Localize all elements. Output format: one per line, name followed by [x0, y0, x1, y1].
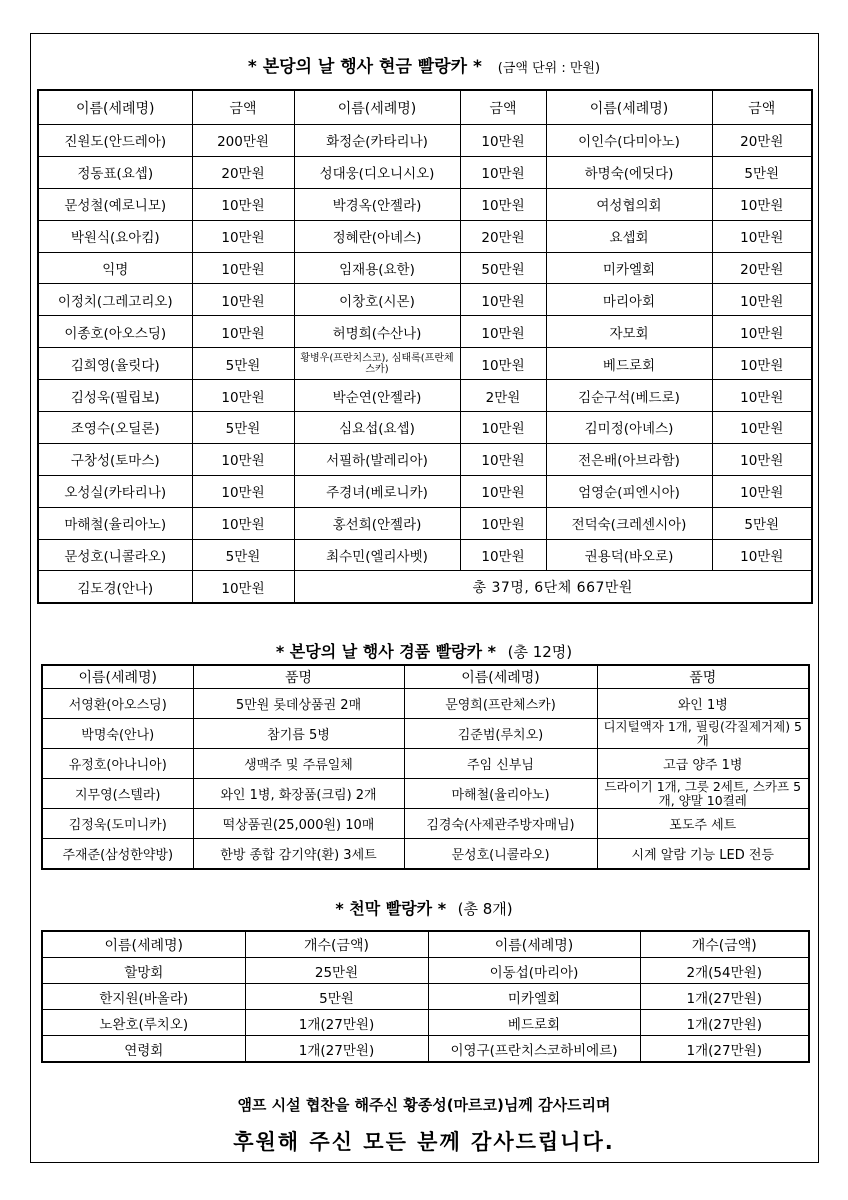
gift-name-cell: 주재준(삼성한약방): [42, 839, 193, 870]
cash-header-amount: 금액: [460, 90, 546, 125]
cash-amount-cell: 10만원: [192, 475, 294, 507]
cash-amount-cell: 10만원: [712, 188, 812, 220]
cash-name-cell: 구창성(토마스): [38, 443, 192, 475]
cash-name-cell: 박순연(안젤라): [294, 380, 460, 412]
gift-item-cell: 와인 1병: [597, 689, 809, 719]
cash-total-row: [38, 571, 812, 603]
cash-name-cell: 김성욱(필립보): [38, 380, 192, 412]
cash-amount-cell: 10만원: [712, 412, 812, 444]
cash-name-cell: 정혜란(아녜스): [294, 220, 460, 252]
cash-header-name: 이름(세례명): [546, 90, 712, 125]
cash-name-cell: 서필하(발레리아): [294, 443, 460, 475]
table-row: [42, 839, 809, 870]
cash-name-cell: 김순구석(베드로): [546, 380, 712, 412]
gift-item-cell: 고급 양주 1병: [597, 749, 809, 779]
thanks-line-2: 후원해 주신 모든 분께 감사드립니다.: [233, 1130, 615, 1154]
table-row: [42, 779, 809, 809]
gift-name-cell: 박명숙(안나): [42, 719, 193, 749]
cash-name-cell: 정동표(요셉): [38, 156, 192, 188]
gift-header-row: [42, 665, 809, 689]
cash-name-cell: 문성철(예로니모): [38, 188, 192, 220]
table-row: [42, 984, 809, 1010]
banner-amount-cell: 25만원: [245, 958, 428, 984]
cash-amount-cell: 10만원: [192, 220, 294, 252]
banner-name-cell: 미카엘회: [428, 984, 640, 1010]
cash-header-name: 이름(세례명): [38, 90, 192, 125]
banner-name-cell: 베드로회: [428, 1010, 640, 1036]
cash-name-cell: 김희영(율릿다): [38, 348, 192, 380]
gift-item-cell: 한방 종합 감기약(환) 3세트: [193, 839, 404, 870]
gift-header-item: 품명: [597, 665, 809, 689]
table-row: [42, 719, 809, 749]
table-row: [38, 475, 812, 507]
cash-name-cell: 마리아회: [546, 284, 712, 316]
banner-title: * 천막 빨랑카 *: [335, 899, 447, 918]
banner-table: [41, 930, 810, 1063]
cash-name-cell: 하명숙(에딧다): [546, 156, 712, 188]
cash-amount-cell: 10만원: [712, 348, 812, 380]
cash-name-cell: 마해철(율리아노): [38, 507, 192, 539]
gift-name-cell: 마해철(율리아노): [404, 779, 597, 809]
banner-header-amount: 개수(금액): [245, 931, 428, 958]
cash-name-cell: 허명희(수산나): [294, 316, 460, 348]
cash-name-cell: 권용덕(바오로): [546, 539, 712, 571]
table-row: [42, 1036, 809, 1063]
cash-amount-cell: 20만원: [460, 220, 546, 252]
table-row: [42, 749, 809, 779]
gift-name-cell: 문성호(니콜라오): [404, 839, 597, 870]
banner-amount-cell: 1개(27만원): [640, 1010, 809, 1036]
cash-amount-cell: 10만원: [192, 380, 294, 412]
gift-item-cell: 5만원 롯데상품권 2매: [193, 689, 404, 719]
cash-amount-cell: 10만원: [192, 252, 294, 284]
cash-amount-cell: 10만원: [460, 443, 546, 475]
banner-name-cell: 할망회: [42, 958, 245, 984]
cash-name-cell: 미카엘회: [546, 252, 712, 284]
gift-title: * 본당의 날 행사 경품 빨랑카 *: [275, 642, 497, 661]
table-row: [38, 348, 812, 380]
table-row: [38, 125, 812, 157]
banner-name-cell: 한지원(바올라): [42, 984, 245, 1010]
banner-name-cell: 이동섭(마리아): [428, 958, 640, 984]
gift-name-cell: 김준범(루치오): [404, 719, 597, 749]
cash-amount-cell: 5만원: [192, 412, 294, 444]
cash-name-cell: 박원식(요아킴): [38, 220, 192, 252]
cash-amount-cell: 10만원: [460, 125, 546, 157]
table-row: [42, 958, 809, 984]
cash-name-cell: 이인수(다미아노): [546, 125, 712, 157]
cash-amount-cell: 10만원: [460, 539, 546, 571]
banner-amount-cell: 5만원: [245, 984, 428, 1010]
gift-item-cell: 떡상품권(25,000원) 10매: [193, 809, 404, 839]
cash-amount-cell: 10만원: [712, 284, 812, 316]
cash-name-cell: 화정순(카타리나): [294, 125, 460, 157]
cash-name-cell: 익명: [38, 252, 192, 284]
cash-amount-cell: 10만원: [192, 507, 294, 539]
cash-title: * 본당의 날 행사 현금 빨랑카 *: [247, 57, 482, 77]
cash-amount-cell: 10만원: [712, 539, 812, 571]
banner-name-cell: 이영구(프란치스코하비에르): [428, 1036, 640, 1063]
cash-amount-cell: 10만원: [460, 284, 546, 316]
cash-unit-note: (금액 단위 : 만원): [497, 61, 601, 76]
cash-name-cell: 주경녀(베로니카): [294, 475, 460, 507]
cash-name-cell: 오성실(카타리나): [38, 475, 192, 507]
gift-item-cell: 시계 알람 기능 LED 전등: [597, 839, 809, 870]
table-row: [38, 443, 812, 475]
cash-name-cell: 임재용(요한): [294, 252, 460, 284]
cash-name-cell: 심요섭(요셉): [294, 412, 460, 444]
gift-table: [41, 664, 810, 870]
gift-name-cell: 김경숙(사제관주방자매님): [404, 809, 597, 839]
cash-amount-cell: 10만원: [460, 507, 546, 539]
cash-name-cell: 진원도(안드레아): [38, 125, 192, 157]
table-row: [38, 507, 812, 539]
thanks-line-1: 앰프 시설 협찬을 해주신 황종성(마르코)님께 감사드리며: [237, 1096, 611, 1114]
banner-amount-cell: 1개(27만원): [245, 1036, 428, 1063]
cash-amount-cell: 10만원: [460, 348, 546, 380]
table-row: [42, 689, 809, 719]
cash-name-cell: 성대웅(디오니시오): [294, 156, 460, 188]
cash-amount-cell: 10만원: [712, 475, 812, 507]
cash-amount-cell: 10만원: [192, 571, 294, 603]
cash-amount-cell: 10만원: [460, 475, 546, 507]
table-row: [38, 284, 812, 316]
cash-amount-cell: 5만원: [712, 156, 812, 188]
cash-name-cell: 전은배(아브라함): [546, 443, 712, 475]
cash-header-name: 이름(세례명): [294, 90, 460, 125]
table-row: [38, 252, 812, 284]
table-row: [38, 316, 812, 348]
cash-name-cell: 김도경(안나): [38, 571, 192, 603]
cash-name-cell: 홍선희(안젤라): [294, 507, 460, 539]
table-row: [38, 188, 812, 220]
banner-header-amount: 개수(금액): [640, 931, 809, 958]
cash-header-amount: 금액: [192, 90, 294, 125]
cash-total: 총 37명, 6단체 667만원: [294, 571, 812, 603]
gift-name-cell: 유정호(아나니아): [42, 749, 193, 779]
cash-name-cell: 최수민(엘리사벳): [294, 539, 460, 571]
banner-name-cell: 연령회: [42, 1036, 245, 1063]
cash-name-cell: 황병우(프란치스코), 심태록(프란체스카): [294, 348, 460, 380]
banner-count: (총 8개): [457, 900, 513, 918]
gift-count: (총 12명): [507, 643, 573, 661]
gift-item-cell: 와인 1병, 화장품(크림) 2개: [193, 779, 404, 809]
gift-name-cell: 김정욱(도미니카): [42, 809, 193, 839]
cash-amount-cell: 10만원: [712, 316, 812, 348]
cash-name-cell: 조영수(오딜론): [38, 412, 192, 444]
gift-header-item: 품명: [193, 665, 404, 689]
banner-header-row: [42, 931, 809, 958]
table-row: [42, 809, 809, 839]
cash-name-cell: 문성호(니콜라오): [38, 539, 192, 571]
cash-amount-cell: 10만원: [460, 316, 546, 348]
cash-amount-cell: 10만원: [192, 316, 294, 348]
table-row: [38, 220, 812, 252]
gift-title-row: [0, 639, 848, 662]
cash-name-cell: 김미정(아녜스): [546, 412, 712, 444]
cash-amount-cell: 10만원: [192, 443, 294, 475]
cash-table: [37, 89, 813, 604]
banner-amount-cell: 1개(27만원): [245, 1010, 428, 1036]
cash-amount-cell: 5만원: [712, 507, 812, 539]
banner-amount-cell: 2개(54만원): [640, 958, 809, 984]
cash-name-cell: 요셉회: [546, 220, 712, 252]
cash-header-amount: 금액: [712, 90, 812, 125]
table-row: [38, 539, 812, 571]
gift-name-cell: 주임 신부님: [404, 749, 597, 779]
gift-header-name: 이름(세례명): [42, 665, 193, 689]
cash-name-cell: 엄영순(피엔시아): [546, 475, 712, 507]
banner-header-name: 이름(세례명): [42, 931, 245, 958]
cash-amount-cell: 10만원: [712, 220, 812, 252]
banner-name-cell: 노완호(루치오): [42, 1010, 245, 1036]
gift-item-cell: 드라이기 1개, 그릇 2세트, 스카프 5개, 양말 10켤레: [597, 779, 809, 809]
gift-name-cell: 지무영(스텔라): [42, 779, 193, 809]
cash-amount-cell: 5만원: [192, 348, 294, 380]
cash-amount-cell: 10만원: [712, 443, 812, 475]
cash-amount-cell: 20만원: [192, 156, 294, 188]
cash-amount-cell: 2만원: [460, 380, 546, 412]
cash-amount-cell: 20만원: [712, 125, 812, 157]
gift-name-cell: 문영희(프란체스카): [404, 689, 597, 719]
gift-item-cell: 포도주 세트: [597, 809, 809, 839]
banner-header-name: 이름(세례명): [428, 931, 640, 958]
cash-name-cell: 여성협의회: [546, 188, 712, 220]
cash-amount-cell: 10만원: [192, 188, 294, 220]
banner-title-row: [0, 896, 848, 919]
cash-name-cell: 베드로회: [546, 348, 712, 380]
cash-name-cell: 전덕숙(크레센시아): [546, 507, 712, 539]
cash-amount-cell: 50만원: [460, 252, 546, 284]
cash-amount-cell: 200만원: [192, 125, 294, 157]
banner-amount-cell: 1개(27만원): [640, 1036, 809, 1063]
gift-header-name: 이름(세례명): [404, 665, 597, 689]
cash-name-cell: 이창호(시몬): [294, 284, 460, 316]
gift-item-cell: 참기름 5병: [193, 719, 404, 749]
cash-name-cell: 이종호(아오스딩): [38, 316, 192, 348]
table-row: [38, 380, 812, 412]
cash-amount-cell: 10만원: [460, 156, 546, 188]
cash-name-cell: 박경옥(안젤라): [294, 188, 460, 220]
gift-item-cell: 생맥주 및 주류일체: [193, 749, 404, 779]
cash-header-row: [38, 90, 812, 125]
gift-item-cell: 디지털액자 1개, 필링(각질제거제) 5개: [597, 719, 809, 749]
cash-amount-cell: 10만원: [460, 412, 546, 444]
cash-name-cell: 이정치(그레고리오): [38, 284, 192, 316]
cash-name-cell: 자모회: [546, 316, 712, 348]
table-row: [38, 412, 812, 444]
cash-title-row: [0, 52, 848, 77]
gift-name-cell: 서영환(아오스딩): [42, 689, 193, 719]
table-row: [38, 156, 812, 188]
cash-amount-cell: 10만원: [192, 284, 294, 316]
cash-amount-cell: 10만원: [712, 380, 812, 412]
cash-amount-cell: 20만원: [712, 252, 812, 284]
banner-amount-cell: 1개(27만원): [640, 984, 809, 1010]
cash-amount-cell: 5만원: [192, 539, 294, 571]
cash-amount-cell: 10만원: [460, 188, 546, 220]
table-row: [42, 1010, 809, 1036]
